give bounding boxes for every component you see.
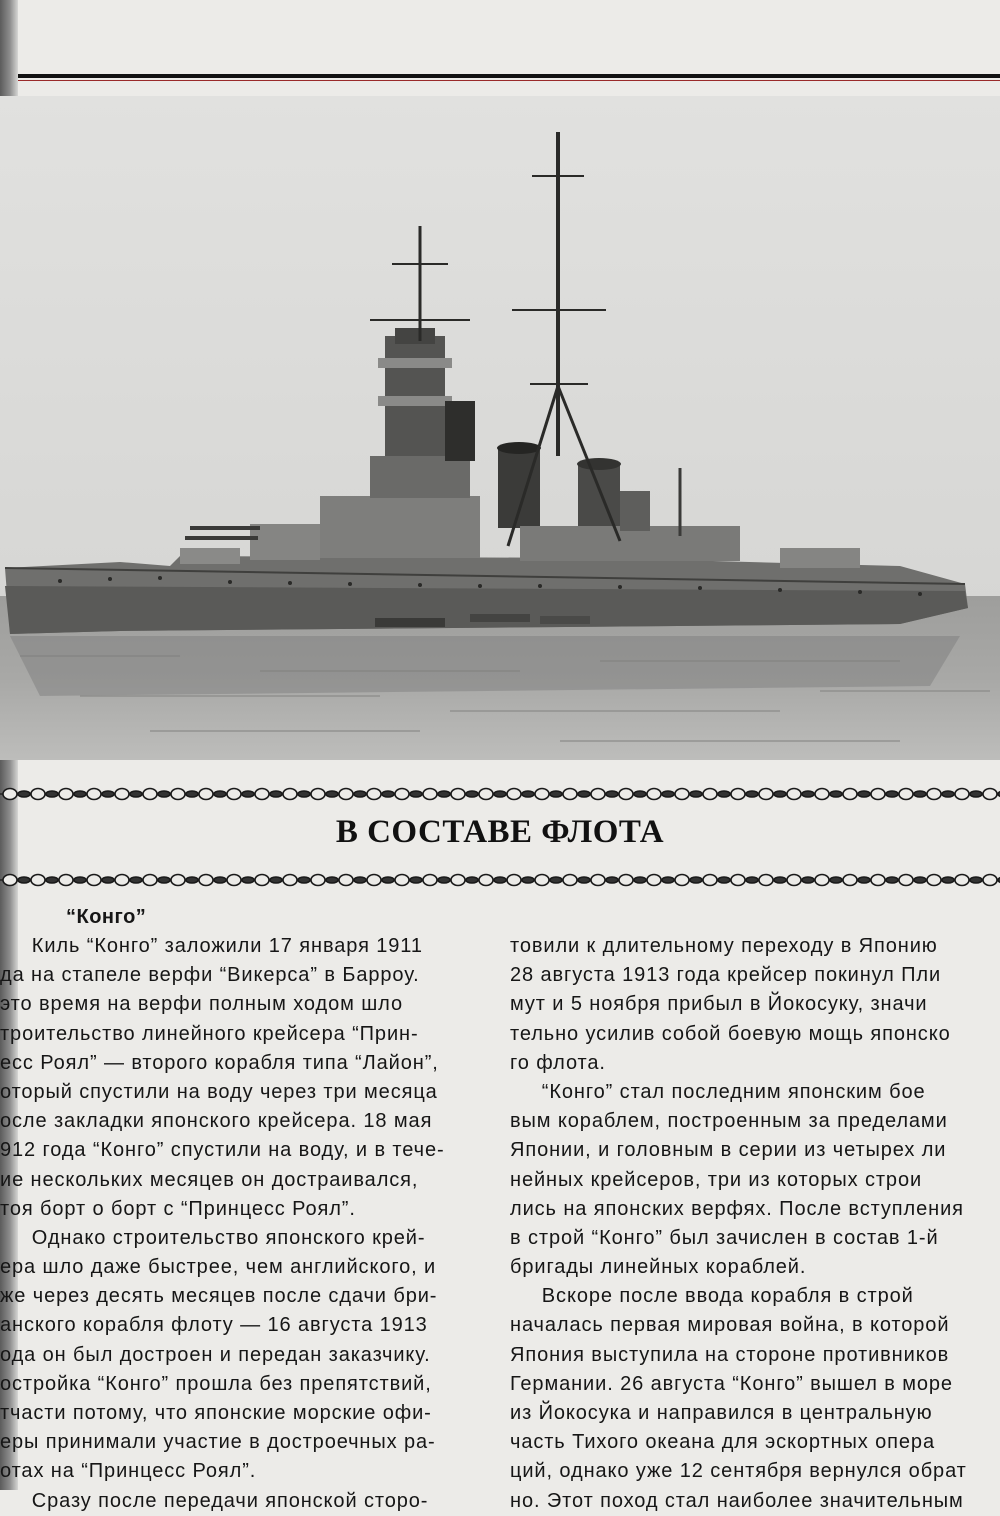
chain-link [507, 789, 521, 800]
chain-link [550, 791, 562, 797]
chain-link [942, 877, 954, 883]
chain-link [158, 877, 170, 883]
chain-link [535, 789, 549, 800]
chain-link [647, 789, 661, 800]
chain-link [731, 875, 745, 886]
chain-link [914, 791, 926, 797]
text-line: мут и 5 ноября прибыл в Йокосуку, значи [510, 993, 928, 1016]
chain-link [858, 791, 870, 797]
text-line: из Йокосука и направился в центральную [510, 1402, 933, 1424]
chain-link [578, 791, 590, 797]
text-line: это время на верфи полным ходом шло [0, 993, 403, 1016]
chain-link [787, 875, 801, 886]
text-line: лись на японских верфях. После вступления [510, 1197, 964, 1220]
chain-link [774, 877, 786, 883]
chain-link [675, 875, 689, 886]
article-left-column [0, 932, 478, 1516]
chain-link [423, 789, 437, 800]
chain-link [410, 791, 422, 797]
text-line: тоя борт о борт с “Принцесс Роял”. [0, 1197, 356, 1220]
chain-link [927, 789, 941, 800]
text-line: ера шло даже быстрее, чем английского, и [0, 1256, 437, 1279]
chain-link [74, 791, 86, 797]
text-line: часть Тихого океана для эскортных опера [510, 1431, 935, 1454]
chain-link [815, 875, 829, 886]
chain-link [354, 791, 366, 797]
chain-link [914, 877, 926, 883]
chain-link [199, 875, 213, 886]
chain-link [871, 875, 885, 886]
chain-link [718, 877, 730, 883]
text-line: осле закладки японского крейсера. 18 мая [0, 1110, 433, 1133]
chain-link [690, 877, 702, 883]
text-line: тчасти потому, что японские морские офи- [0, 1402, 432, 1424]
chain-link [31, 875, 45, 886]
chain-link [115, 875, 129, 886]
text-line: остройка “Конго” прошла без препятствий, [0, 1372, 432, 1395]
chain-link [871, 789, 885, 800]
chain-link [354, 877, 366, 883]
chain-link [787, 789, 801, 800]
chain-link [242, 877, 254, 883]
chain-link [199, 789, 213, 800]
chain-link [214, 877, 226, 883]
chain-link [227, 789, 241, 800]
chain-link [227, 875, 241, 886]
text-line: товили к длительному переходу в Японию [510, 935, 938, 957]
chain-link [662, 791, 674, 797]
text-line: “Конго” стал последним японским бое [510, 1080, 926, 1103]
chain-link [382, 791, 394, 797]
chain-link [130, 791, 142, 797]
chain-link [746, 791, 758, 797]
text-line: началась первая мировая война, в которой [510, 1314, 950, 1337]
chain-link [606, 877, 618, 883]
chain-link [270, 791, 282, 797]
decorative-chain-top [0, 786, 1000, 802]
chain-link [438, 791, 450, 797]
text-line: нейных крейсеров, три из которых строи [510, 1168, 923, 1191]
chain-link [955, 789, 969, 800]
chain-link [18, 791, 30, 797]
chain-link [410, 877, 422, 883]
chain-link [479, 875, 493, 886]
chain-link [774, 791, 786, 797]
text-line: Вскоре после ввода корабля в строй [510, 1285, 914, 1308]
chain-link [675, 789, 689, 800]
article-right-column [510, 932, 1000, 1516]
chain-link [466, 791, 478, 797]
text-line: ций, однако уже 12 сентября вернулся обрат [510, 1460, 967, 1483]
chain-link [339, 875, 353, 886]
chain-link [326, 877, 338, 883]
text-line: 28 августа 1913 года крейсер покинул Пли [510, 964, 942, 987]
text-line: го флота. [510, 1051, 606, 1074]
chain-link [18, 877, 30, 883]
chain-link [843, 789, 857, 800]
chain-link [143, 875, 157, 886]
chain-link [255, 789, 269, 800]
chain-link [382, 877, 394, 883]
chain-link [59, 875, 73, 886]
chain-link [283, 789, 297, 800]
chain-link [522, 877, 534, 883]
chain-link [942, 791, 954, 797]
chain-link [634, 877, 646, 883]
chain-link [339, 789, 353, 800]
chain-link [494, 877, 506, 883]
chain-link [507, 875, 521, 886]
chain-link [186, 877, 198, 883]
chain-link [927, 875, 941, 886]
chain-link [746, 877, 758, 883]
page-top-rule [18, 74, 1000, 78]
text-line: в строй “Конго” был зачислен в состав 1-й [510, 1226, 939, 1249]
text-line: вым кораблем, построенным за пределами [510, 1110, 948, 1133]
text-line: но. Этот поход стал наиболее значительным [510, 1489, 964, 1512]
section-title: В СОСТАВЕ ФЛОТА [335, 814, 665, 850]
chain-link [578, 877, 590, 883]
chain-link [899, 875, 913, 886]
chain-link [130, 877, 142, 883]
chain-link [843, 875, 857, 886]
chain-link [298, 791, 310, 797]
chain-link [311, 789, 325, 800]
text-line: анского корабля флоту — 16 августа 1913 [0, 1314, 428, 1337]
chain-link [31, 789, 45, 800]
chain-link [158, 791, 170, 797]
text-line: тельно усилив собой боевую мощь японско [510, 1022, 951, 1045]
text-line: еры принимали участие в достроечных ра- [0, 1431, 436, 1454]
chain-link [802, 877, 814, 883]
chain-link [438, 877, 450, 883]
chain-link [886, 877, 898, 883]
chain-link [74, 877, 86, 883]
chain-link [143, 789, 157, 800]
chain-link [451, 875, 465, 886]
text-line: троительство линейного крейсера “Прин- [0, 1022, 419, 1045]
chain-link [606, 791, 618, 797]
text-line: ие нескольких месяцев он достраивался, [0, 1168, 419, 1191]
chain-link [270, 877, 282, 883]
text-line: Японии, и головным в серии из четырех ли [510, 1139, 947, 1162]
chain-link [102, 877, 114, 883]
chain-link [718, 791, 730, 797]
chain-link [983, 875, 997, 886]
chain-link [423, 875, 437, 886]
chain-link [171, 789, 185, 800]
page-top-rule-accent [18, 80, 1000, 81]
chain-link [815, 789, 829, 800]
chain-link [242, 791, 254, 797]
battlecruiser-photo [0, 96, 1000, 760]
chain-link [311, 875, 325, 886]
chain-link [479, 789, 493, 800]
chain-link [858, 877, 870, 883]
text-line: ода он был достроен и передан заказчику. [0, 1343, 431, 1366]
chain-link [3, 789, 17, 800]
chain-link [899, 789, 913, 800]
chain-link [59, 789, 73, 800]
chain-link [647, 875, 661, 886]
decorative-chain-bottom [0, 872, 1000, 888]
text-line: Германии. 26 августа “Конго” вышел в море [510, 1372, 953, 1395]
chain-link [326, 791, 338, 797]
article-subheading: “Конго” [66, 906, 147, 928]
chain-link [886, 791, 898, 797]
chain-link [983, 789, 997, 800]
chain-link [87, 875, 101, 886]
text-line: оторый спустили на воду через три месяца [0, 1080, 438, 1103]
chain-link [830, 791, 842, 797]
chain-link [298, 877, 310, 883]
chain-link [46, 877, 58, 883]
text-line: же через десять месяцев после сдачи бри- [0, 1285, 438, 1308]
chain-link [214, 791, 226, 797]
chain-link [759, 789, 773, 800]
chain-link [690, 791, 702, 797]
chain-link [87, 789, 101, 800]
text-line: Сразу после передачи японской сторо- [0, 1489, 429, 1512]
chain-link [367, 875, 381, 886]
chain-link [703, 875, 717, 886]
chain-link [563, 789, 577, 800]
chain-link [662, 877, 674, 883]
chain-link [970, 791, 982, 797]
chain-link [522, 791, 534, 797]
chain-link [3, 875, 17, 886]
chain-link [955, 875, 969, 886]
chain-link [255, 875, 269, 886]
chain-link [494, 791, 506, 797]
text-line: есс Роял” — второго корабля типа “Лайон”, [0, 1051, 439, 1074]
chain-link [395, 875, 409, 886]
text-line: да на стапеле верфи “Викерса” в Барроу. [0, 964, 420, 987]
text-line: 912 года “Конго” спустили на воду, и в тече- [0, 1139, 445, 1162]
chain-link [563, 875, 577, 886]
chain-link [395, 789, 409, 800]
chain-link [466, 877, 478, 883]
chain-link [171, 875, 185, 886]
chain-link [46, 791, 58, 797]
chain-link [970, 877, 982, 883]
chain-link [367, 789, 381, 800]
chain-link [830, 877, 842, 883]
chain-link [591, 875, 605, 886]
text-line: Япония выступила на стороне противников [510, 1343, 950, 1366]
chain-link [703, 789, 717, 800]
text-line: Однако строительство японского крей- [0, 1226, 426, 1249]
chain-link [102, 791, 114, 797]
chain-link [535, 875, 549, 886]
chain-link [802, 791, 814, 797]
chain-link [759, 875, 773, 886]
chain-link [550, 877, 562, 883]
text-line: бригады линейных кораблей. [510, 1256, 807, 1279]
chain-link [619, 875, 633, 886]
text-line: Киль “Конго” заложили 17 января 1911 [0, 935, 423, 957]
chain-link [115, 789, 129, 800]
chain-link [634, 791, 646, 797]
chain-link [591, 789, 605, 800]
chain-link [283, 875, 297, 886]
text-line: отах на “Принцесс Роял”. [0, 1460, 257, 1483]
chain-link [451, 789, 465, 800]
chain-link [619, 789, 633, 800]
chain-link [186, 791, 198, 797]
chain-link [731, 789, 745, 800]
